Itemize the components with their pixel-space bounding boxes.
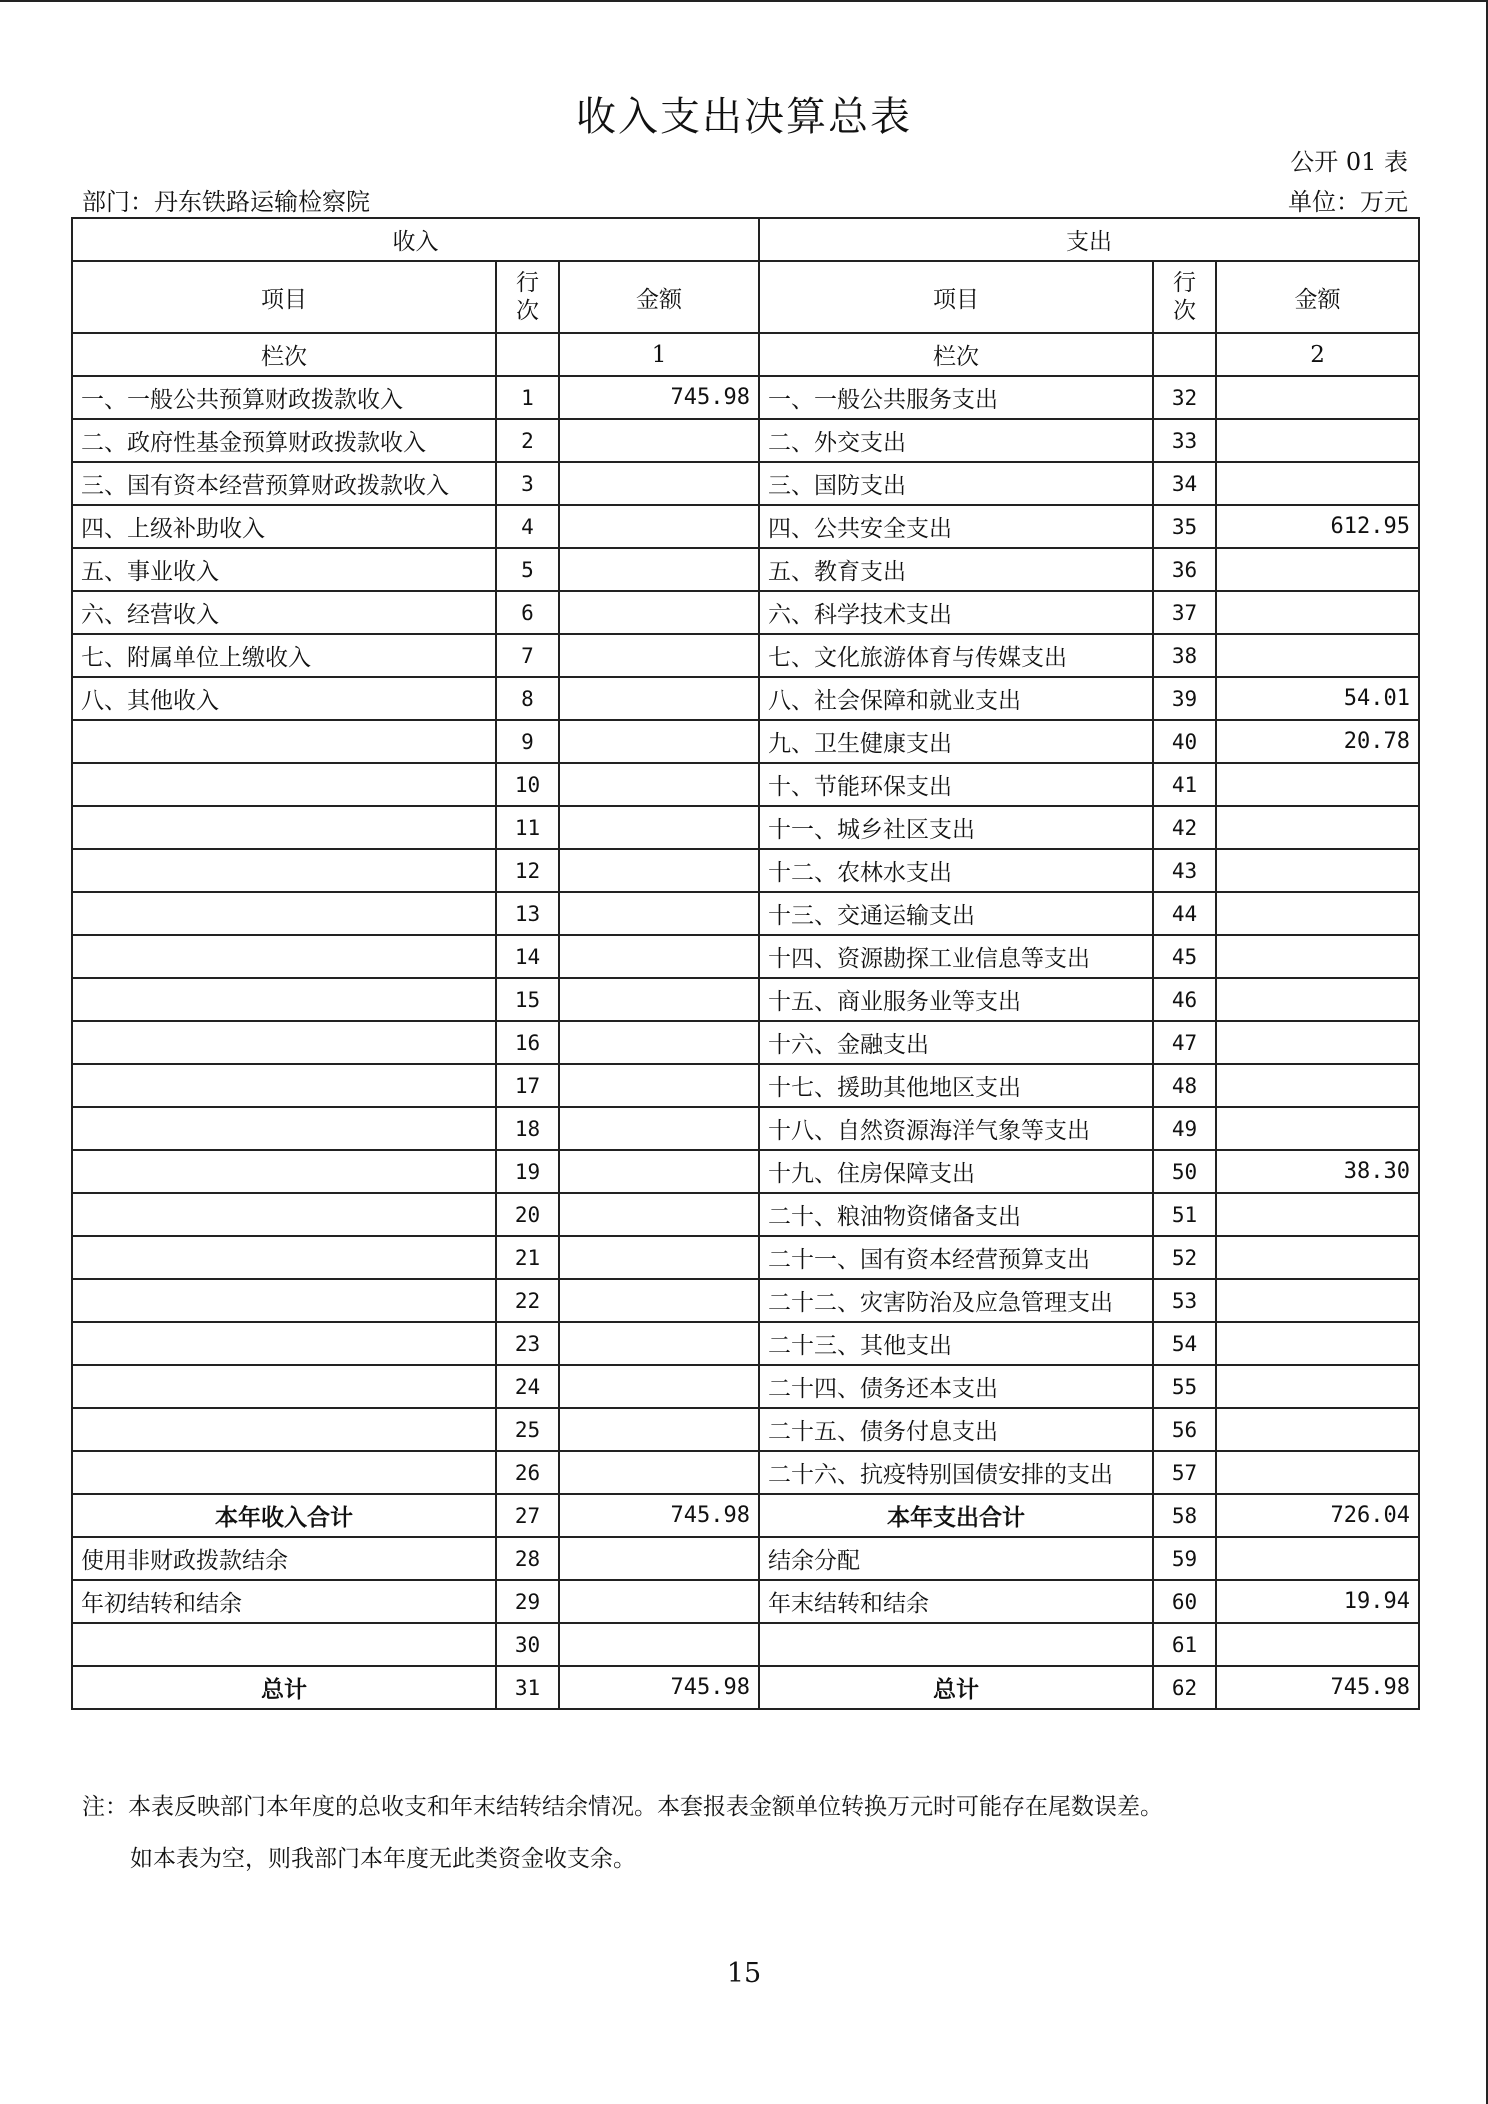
table-row (72, 1537, 1419, 1580)
income-item-cell (72, 1150, 496, 1193)
expense-item-header: 项目 (759, 261, 1153, 333)
line-header-top: 行 (1173, 270, 1197, 296)
department-label: 部门：丹东铁路运输检察院 (82, 188, 370, 216)
income-item-cell: 五、事业收入 (72, 548, 496, 591)
expense-amount-cell (1216, 1236, 1419, 1279)
expense-item-cell: 四、公共安全支出 (759, 505, 1153, 548)
expense-amount-cell (1216, 978, 1419, 1021)
table-row (72, 935, 1419, 978)
income-column-label: 栏次 (72, 333, 496, 376)
expense-line-cell: 55 (1153, 1365, 1216, 1408)
income-item-cell: 本年收入合计 (72, 1494, 496, 1537)
income-line-cell: 27 (496, 1494, 559, 1537)
expense-amount-cell (1216, 1064, 1419, 1107)
expense-amount-cell (1216, 419, 1419, 462)
expense-amount-cell (1216, 1408, 1419, 1451)
income-line-cell: 23 (496, 1322, 559, 1365)
income-item-cell (72, 1408, 496, 1451)
expense-item-cell: 结余分配 (759, 1537, 1153, 1580)
income-amount-cell (559, 591, 759, 634)
expense-line-cell: 46 (1153, 978, 1216, 1021)
unit-label: 单位：万元 (1288, 188, 1408, 216)
income-item-cell (72, 720, 496, 763)
income-amount-cell (559, 849, 759, 892)
income-line-cell: 17 (496, 1064, 559, 1107)
income-line-cell: 8 (496, 677, 559, 720)
expense-amount-cell (1216, 634, 1419, 677)
income-item-cell: 一、一般公共预算财政拨款收入 (72, 376, 496, 419)
table-row (72, 1236, 1419, 1279)
income-line-cell: 26 (496, 1451, 559, 1494)
expense-line-cell: 37 (1153, 591, 1216, 634)
expense-item-cell: 二十四、债务还本支出 (759, 1365, 1153, 1408)
expense-item-cell: 年末结转和结余 (759, 1580, 1153, 1623)
expense-item-cell: 十、节能环保支出 (759, 763, 1153, 806)
expense-item-cell: 十三、交通运输支出 (759, 892, 1153, 935)
table-row (72, 1623, 1419, 1666)
expense-line-cell: 61 (1153, 1623, 1216, 1666)
income-line-cell: 7 (496, 634, 559, 677)
income-item-cell: 年初结转和结余 (72, 1580, 496, 1623)
expense-item-cell: 十二、农林水支出 (759, 849, 1153, 892)
expense-column-number: 2 (1216, 333, 1419, 376)
table-row (72, 806, 1419, 849)
income-line-cell: 22 (496, 1279, 559, 1322)
income-item-cell: 二、政府性基金预算财政拨款收入 (72, 419, 496, 462)
income-line-header (496, 261, 559, 333)
expense-column-label: 栏次 (759, 333, 1153, 376)
income-amount-cell (559, 892, 759, 935)
expense-line-cell: 33 (1153, 419, 1216, 462)
income-item-cell (72, 935, 496, 978)
expense-line-cell: 51 (1153, 1193, 1216, 1236)
income-column-blank (496, 333, 559, 376)
expense-amount-cell (1216, 935, 1419, 978)
income-item-cell: 六、经营收入 (72, 591, 496, 634)
expense-item-cell: 十七、援助其他地区支出 (759, 1064, 1153, 1107)
income-line-cell: 13 (496, 892, 559, 935)
expense-line-cell: 60 (1153, 1580, 1216, 1623)
table-row (72, 720, 1419, 763)
expense-item-cell: 五、教育支出 (759, 548, 1153, 591)
income-amount-cell (559, 806, 759, 849)
expense-amount-cell (1216, 462, 1419, 505)
table-row (72, 1193, 1419, 1236)
income-item-cell: 四、上级补助收入 (72, 505, 496, 548)
income-amount-cell (559, 763, 759, 806)
expense-item-cell: 九、卫生健康支出 (759, 720, 1153, 763)
expense-line-cell: 47 (1153, 1021, 1216, 1064)
income-line-cell: 3 (496, 462, 559, 505)
income-line-cell: 19 (496, 1150, 559, 1193)
expense-line-cell: 39 (1153, 677, 1216, 720)
income-line-cell: 6 (496, 591, 559, 634)
income-amount-cell (559, 1150, 759, 1193)
table-row (72, 1279, 1419, 1322)
income-item-cell (72, 1451, 496, 1494)
income-item-cell: 使用非财政拨款结余 (72, 1537, 496, 1580)
expense-amount-cell (1216, 849, 1419, 892)
expense-item-cell: 六、科学技术支出 (759, 591, 1153, 634)
expense-item-cell: 二十、粮油物资储备支出 (759, 1193, 1153, 1236)
expense-item-cell: 十一、城乡社区支出 (759, 806, 1153, 849)
income-amount-cell (559, 1537, 759, 1580)
income-line-cell: 12 (496, 849, 559, 892)
income-item-cell (72, 892, 496, 935)
table-row (72, 677, 1419, 720)
income-line-cell: 14 (496, 935, 559, 978)
income-amount-cell (559, 1193, 759, 1236)
income-amount-cell: 745.98 (559, 1666, 759, 1709)
table-row (72, 1408, 1419, 1451)
table-row (72, 892, 1419, 935)
table-row (72, 763, 1419, 806)
expense-item-cell: 总计 (759, 1666, 1153, 1709)
expense-item-cell: 本年支出合计 (759, 1494, 1153, 1537)
expense-amount-cell (1216, 1107, 1419, 1150)
expense-amount-cell: 38.30 (1216, 1150, 1419, 1193)
expense-item-cell: 十六、金融支出 (759, 1021, 1153, 1064)
income-item-cell (72, 763, 496, 806)
expense-amount-header: 金额 (1216, 261, 1419, 333)
income-item-cell (72, 1236, 496, 1279)
expense-item-cell: 二十二、灾害防治及应急管理支出 (759, 1279, 1153, 1322)
form-number: 公开 01 表 (1290, 148, 1408, 176)
expense-amount-cell (1216, 548, 1419, 591)
expense-item-cell: 二十一、国有资本经营预算支出 (759, 1236, 1153, 1279)
expense-line-cell: 32 (1153, 376, 1216, 419)
expense-item-cell: 七、文化旅游体育与传媒支出 (759, 634, 1153, 677)
expense-line-header (1153, 261, 1216, 333)
income-amount-cell (559, 634, 759, 677)
table-row (72, 376, 1419, 419)
income-amount-cell (559, 978, 759, 1021)
line-header-top: 行 (516, 270, 539, 296)
expense-item-cell: 十四、资源勘探工业信息等支出 (759, 935, 1153, 978)
expense-amount-cell (1216, 591, 1419, 634)
expense-item-cell: 十九、住房保障支出 (759, 1150, 1153, 1193)
table-row (72, 1150, 1419, 1193)
income-item-cell: 七、附属单位上缴收入 (72, 634, 496, 677)
expense-line-cell: 35 (1153, 505, 1216, 548)
expense-line-cell: 52 (1153, 1236, 1216, 1279)
income-line-cell: 2 (496, 419, 559, 462)
expense-line-cell: 56 (1153, 1408, 1216, 1451)
income-amount-cell (559, 1623, 759, 1666)
line-header-bottom: 次 (1173, 298, 1197, 324)
income-amount-cell (559, 1365, 759, 1408)
expense-amount-cell (1216, 1279, 1419, 1322)
income-item-cell: 三、国有资本经营预算财政拨款收入 (72, 462, 496, 505)
expense-amount-cell (1216, 1623, 1419, 1666)
income-item-cell (72, 1623, 496, 1666)
income-amount-cell (559, 1580, 759, 1623)
expense-item-cell: 二十三、其他支出 (759, 1322, 1153, 1365)
expense-item-cell: 十八、自然资源海洋气象等支出 (759, 1107, 1153, 1150)
income-amount-cell (559, 548, 759, 591)
expense-line-cell: 34 (1153, 462, 1216, 505)
expense-line-cell: 41 (1153, 763, 1216, 806)
income-item-cell (72, 1021, 496, 1064)
expense-amount-cell (1216, 1537, 1419, 1580)
income-header: 收入 (72, 218, 759, 261)
expense-amount-cell (1216, 1021, 1419, 1064)
expense-line-cell: 44 (1153, 892, 1216, 935)
expense-line-cell: 48 (1153, 1064, 1216, 1107)
table-row (72, 505, 1419, 548)
expense-line-cell: 43 (1153, 849, 1216, 892)
income-amount-cell (559, 935, 759, 978)
expense-header: 支出 (759, 218, 1419, 261)
income-amount-cell (559, 677, 759, 720)
income-item-cell: 总计 (72, 1666, 496, 1709)
income-line-cell: 9 (496, 720, 559, 763)
expense-amount-cell: 20.78 (1216, 720, 1419, 763)
table-row (72, 978, 1419, 1021)
income-amount-header: 金额 (559, 261, 759, 333)
income-item-cell (72, 1193, 496, 1236)
income-line-cell: 30 (496, 1623, 559, 1666)
income-amount-cell: 745.98 (559, 1494, 759, 1537)
income-amount-cell (559, 1322, 759, 1365)
expense-amount-cell: 612.95 (1216, 505, 1419, 548)
expense-item-cell: 十五、商业服务业等支出 (759, 978, 1153, 1021)
income-line-cell: 5 (496, 548, 559, 591)
expense-line-cell: 36 (1153, 548, 1216, 591)
income-column-number: 1 (559, 333, 759, 376)
income-line-cell: 15 (496, 978, 559, 1021)
income-line-cell: 21 (496, 1236, 559, 1279)
table-row (72, 1064, 1419, 1107)
income-amount-cell: 745.98 (559, 376, 759, 419)
note-line-1: 注：本表反映部门本年度的总收支和年末结转结余情况。本套报表金额单位转换万元时可能存在尾数误差。 (82, 1794, 1163, 1820)
expense-line-cell: 53 (1153, 1279, 1216, 1322)
expense-amount-cell (1216, 376, 1419, 419)
table-row (72, 1322, 1419, 1365)
line-header-bottom: 次 (516, 298, 539, 324)
table-row (72, 1580, 1419, 1623)
income-line-cell: 20 (496, 1193, 559, 1236)
income-line-cell: 10 (496, 763, 559, 806)
table-row (72, 1451, 1419, 1494)
income-amount-cell (559, 1451, 759, 1494)
income-item-cell (72, 1322, 496, 1365)
income-line-cell: 25 (496, 1408, 559, 1451)
table-row (72, 591, 1419, 634)
income-amount-cell (559, 720, 759, 763)
expense-amount-cell: 726.04 (1216, 1494, 1419, 1537)
expense-line-cell: 50 (1153, 1150, 1216, 1193)
income-amount-cell (559, 419, 759, 462)
expense-line-cell: 58 (1153, 1494, 1216, 1537)
page-border-top (0, 0, 1488, 2)
income-item-cell: 八、其他收入 (72, 677, 496, 720)
expense-amount-cell (1216, 1365, 1419, 1408)
table-row (72, 1107, 1419, 1150)
table-row (72, 1021, 1419, 1064)
income-expense-table (71, 217, 1420, 1710)
income-amount-cell (559, 462, 759, 505)
income-item-cell (72, 806, 496, 849)
income-line-cell: 31 (496, 1666, 559, 1709)
income-line-cell: 16 (496, 1021, 559, 1064)
income-item-cell (72, 849, 496, 892)
income-line-cell: 24 (496, 1365, 559, 1408)
expense-item-cell: 二、外交支出 (759, 419, 1153, 462)
expense-item-cell: 一、一般公共服务支出 (759, 376, 1153, 419)
income-amount-cell (559, 1279, 759, 1322)
table-row (72, 1365, 1419, 1408)
expense-line-cell: 49 (1153, 1107, 1216, 1150)
expense-line-cell: 62 (1153, 1666, 1216, 1709)
expense-line-cell: 57 (1153, 1451, 1216, 1494)
income-item-cell (72, 1365, 496, 1408)
income-line-cell: 28 (496, 1537, 559, 1580)
expense-line-cell: 38 (1153, 634, 1216, 677)
expense-amount-cell (1216, 892, 1419, 935)
table-row (72, 548, 1419, 591)
expense-line-cell: 54 (1153, 1322, 1216, 1365)
expense-amount-cell (1216, 1193, 1419, 1236)
table-row (72, 1666, 1419, 1709)
expense-item-cell: 八、社会保障和就业支出 (759, 677, 1153, 720)
expense-item-cell (759, 1623, 1153, 1666)
expense-line-cell: 59 (1153, 1537, 1216, 1580)
expense-line-cell: 40 (1153, 720, 1216, 763)
expense-item-cell: 二十六、抗疫特别国债安排的支出 (759, 1451, 1153, 1494)
expense-amount-cell (1216, 1322, 1419, 1365)
income-amount-cell (559, 1021, 759, 1064)
income-amount-cell (559, 1236, 759, 1279)
note-line-2: 如本表为空，则我部门本年度无此类资金收支余。 (130, 1846, 636, 1872)
expense-amount-cell: 54.01 (1216, 677, 1419, 720)
table-row (72, 462, 1419, 505)
table-row (72, 1494, 1419, 1537)
expense-item-cell: 二十五、债务付息支出 (759, 1408, 1153, 1451)
expense-item-cell: 三、国防支出 (759, 462, 1153, 505)
income-line-cell: 11 (496, 806, 559, 849)
income-item-cell (72, 1107, 496, 1150)
income-line-cell: 18 (496, 1107, 559, 1150)
income-amount-cell (559, 1107, 759, 1150)
expense-amount-cell (1216, 806, 1419, 849)
income-item-header: 项目 (72, 261, 496, 333)
expense-amount-cell (1216, 763, 1419, 806)
table-row (72, 634, 1419, 677)
table-row (72, 849, 1419, 892)
income-line-cell: 29 (496, 1580, 559, 1623)
expense-line-cell: 42 (1153, 806, 1216, 849)
income-item-cell (72, 978, 496, 1021)
page-title: 收入支出决算总表 (576, 94, 912, 140)
expense-amount-cell: 745.98 (1216, 1666, 1419, 1709)
income-amount-cell (559, 505, 759, 548)
table-row (72, 419, 1419, 462)
income-amount-cell (559, 1408, 759, 1451)
income-line-cell: 1 (496, 376, 559, 419)
expense-column-blank (1153, 333, 1216, 376)
expense-amount-cell (1216, 1451, 1419, 1494)
income-item-cell (72, 1279, 496, 1322)
income-item-cell (72, 1064, 496, 1107)
page-number: 15 (726, 1958, 762, 1989)
income-line-cell: 4 (496, 505, 559, 548)
expense-line-cell: 45 (1153, 935, 1216, 978)
income-amount-cell (559, 1064, 759, 1107)
expense-amount-cell: 19.94 (1216, 1580, 1419, 1623)
